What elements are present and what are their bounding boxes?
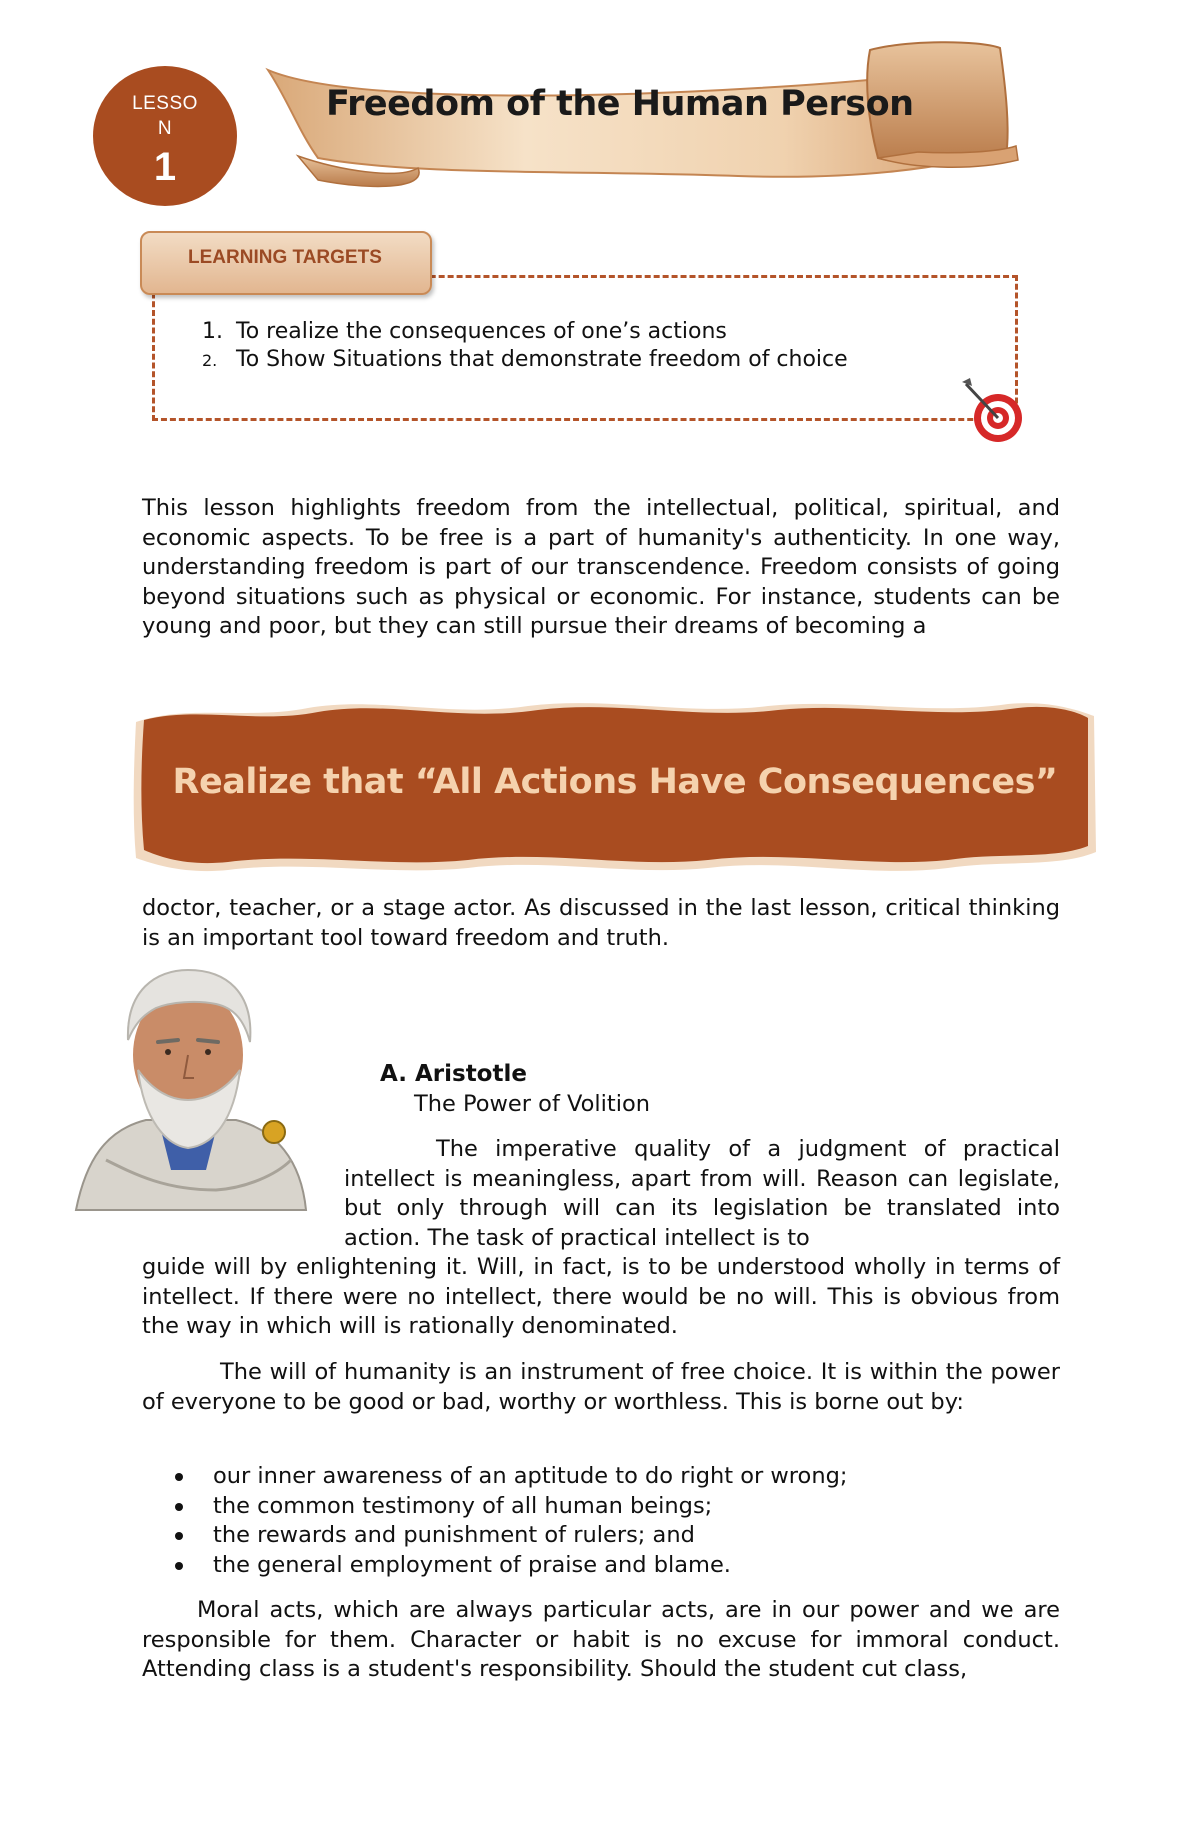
section-heading: A. Aristotle [380,1061,527,1087]
bullet-list [175,1462,847,1580]
learning-target-item [202,346,848,375]
aristotle-paragraph-part1 [344,1135,1060,1253]
lesson-badge-word [93,91,237,141]
section-banner-title: Realize that “All Actions Have Consequences” [172,762,1058,802]
moral-acts-paragraph: Moral acts, which are always particular acts, are in our power and we are responsible for them. Character or habit is no excuse for immoral conduct. Attending class is a student's responsibility. Should the student cut class, [142,1597,1060,1682]
list-item: the general employment of praise and blame. [175,1551,847,1581]
section-subheading: The Power of Volition [414,1091,651,1117]
lesson-word-line2: N [157,118,173,139]
learning-target-text: To realize the consequences of one’s actions [236,319,727,344]
will-paragraph: The will of humanity is an instrument of free choice. It is within the power of everyone to be good or bad, worthy or worthless. This is borne out by: [142,1359,1060,1415]
learning-targets-list [202,318,848,375]
learning-target-number: 1. [202,319,223,344]
lesson-badge [93,66,237,206]
lesson-word-line1: LESSO [132,93,198,114]
learning-target-item [202,318,848,346]
list-item: our inner awareness of an aptitude to do right or wrong; [175,1462,847,1492]
lesson-number: 1 [153,145,177,189]
learning-target-number: 2. [202,351,218,370]
continued-paragraph: doctor, teacher, or a stage actor. As discussed in the last lesson, critical thinking is an important tool toward freedom and truth. [142,895,1060,951]
page-title: Freedom of the Human Person [326,84,914,124]
dartboard-target-icon [958,376,1028,446]
list-item: the common testimony of all human beings; [175,1492,847,1522]
list-item: the rewards and punishment of rulers; and [175,1521,847,1551]
aristotle-paragraph-part1-text: The imperative quality of a judgment of practical intellect is meaningless, apart from will. Reason can legislate, but only through will can its legislation be translated into action. The task of practical intellect is to [344,1136,1060,1251]
learning-targets-tab [140,231,432,295]
intro-paragraph: This lesson highlights freedom from the intellectual, political, spiritual, and economic aspects. To be free is a part of humanity's authenticity. In one way, understanding freedom is part of our transcendence. Freedom consists of going beyond situations such as physical or economic. For instance, students can be young and poor, but they can still pursue their dreams of becoming a [142,495,1060,639]
aristotle-paragraph-part2: guide will by enlightening it. Will, in fact, is to be understood wholly in terms of intellect. If there were no intellect, there would be no will. This is obvious from the way in which will is rationally denominated. [142,1254,1060,1339]
aristotle-portrait [66,960,311,1225]
learning-target-text: To Show Situations that demonstrate freedom of choice [236,347,848,372]
learning-targets-label: LEARNING TARGETS [188,247,382,268]
